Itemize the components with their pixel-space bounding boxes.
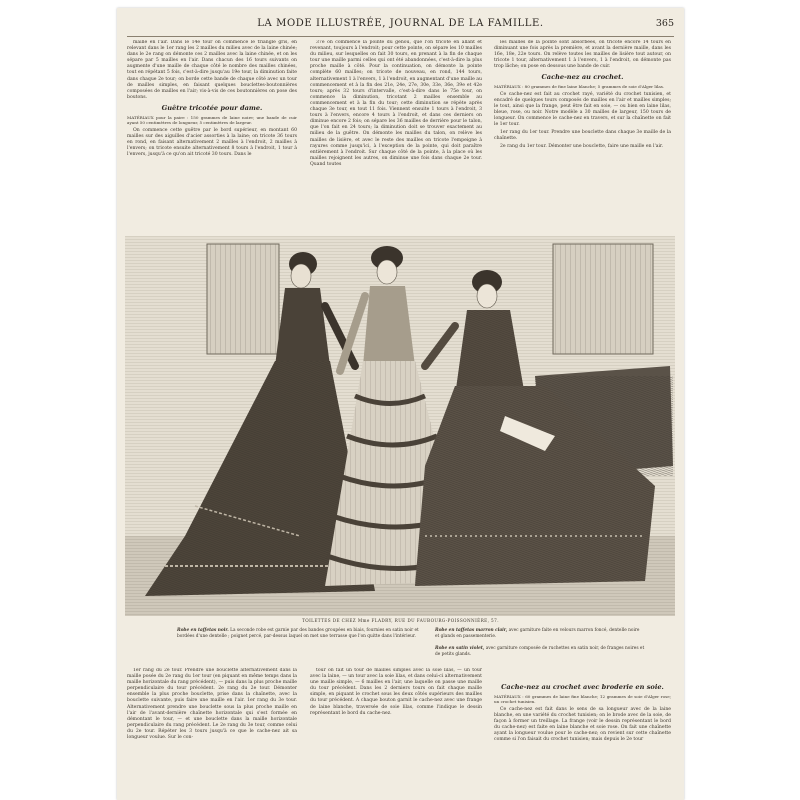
page-number: 365 xyxy=(655,18,674,29)
dress-description-right-1 xyxy=(435,628,645,639)
dress-label: Robe en taffetas noir. xyxy=(177,628,229,633)
section-heading-scarf: Cache-nez au crochet. xyxy=(541,73,624,82)
column-bottom-right xyxy=(494,680,671,796)
dress-text: avec garniture faite en velours marron foncé, dentelle noire et glands en passementerie. xyxy=(435,628,640,639)
dress-label: Robe en taffetas marron clair, xyxy=(435,628,508,633)
column-top-middle xyxy=(310,40,482,232)
column-paragraph: On commence cette guêtre par le bord supérieur, en montant 60 mailles sur des aiguilles d'acier assorties à la laine; on tricote 36 tours en rond, en faisant alternativement 2 mailles à l'endroit, 2 mailles à l'envers; on tricote ensuite alternativement 8 tours à l'endroit, 1 tour à l'envers, jusqu'à ce qu'on ait tricoté 30 tours. Dans le xyxy=(127,127,297,158)
column-paragraph: Ce cache-nez est fait dans le sens de sa longueur avec de la laine blanche, en une variété du crochet tunisien; on le brode avec de la soie, de façon à former un treillage. La frange (voir le dessin représentant le bord du cache-nez) est faite en laine blanche et soie rose. On fait une chaînette ayant la longueur voulue pour le cache-nez; on revient sur cette chaînette comme si l'on faisait du crochet tunisien; mais depuis le 2e tour xyxy=(494,706,671,743)
dress-label: Robe en satin violet, xyxy=(435,646,485,651)
dress-description-left xyxy=(177,628,427,639)
column-bottom-left xyxy=(127,668,297,796)
section-heading-gaiter: Guêtre tricotée pour dame. xyxy=(161,103,263,112)
column-paragraph: 37e on commence la pointe du genou, que l'on tricote en allant et revenant, toujours à l'endroit; pour cette pointe, on sépare les 10 mailles du milieu, sur lesquelles on fait 30 tours, en prenant à la fin de chaque tour une maille parmi celles qui ont été abandonnées, c'est-à-dire la plus proche maille à côté. Pour la continuation, on démonte la pointe complète 60 mailles; on tricote de nouveau, en rond, 144 tours, alternativement 1 à l'envers, 1 à l'endroit, en augmentant d'une maille au commencement et à la fin des 21e, 24e, 27e, 30e, 33e, 36e, 39e et 42e tours; après 32 tours d'intervalle, c'est-à-dire dans le 75e tour, on commence la diminution, tricotant 2 mailles ensemble au commencement et à la fin du tour; cette diminution se répète après chaque 3e tour, en tout 11 fois. Viennent ensuite 1 tours à l'endroit, 3 tours à l'envers, encore 4 tours à l'endroit, et dans ces derniers on diminue encore 2 fois; on sépare les 36 mailles de derrière pour le talon, que l'on fait en 24 tours; la diminution doit se trouver exactement au milieu de la guêtre. On démonte les mailles du talon, on relève les mailles de lisière, et avec le reste des mailles on tricote l'empeigne à rayures comme jusqu'ici, à l'exception de la pointe, qui doit paraître entièrement à l'endroit. Sur chaque côté de la pointe, à la place où les mailles rejoignent les autres, on diminue une fois dans chaque 2e tour. Quand toutes xyxy=(310,40,482,167)
column-paragraph: 1er rang du 1er tour. Prendre une bouclette dans chaque 3e maille de la chaînette. xyxy=(494,129,671,142)
column-paragraph: maille en l'air. Dans le 14e tour on commence le triangle gris, en relevant dans le 1er rang les 2 mailles du milieu avec de la laine chinée; dans le 2e rang on démonte ces 2 mailles avec la laine chinée, et on les sépare par 5 mailles en l'air. Dans chacun des 16 tours suivants on augmente d'une maille de chaque côté le nombre des mailles chinées, tout en répétant 5 fois, c'est-à-dire jusqu'au 19e tour, la diminution faite dans chaque 2e tour; on borde cette bande de chaque côté avec un tour de mailles simples, en faisant quelques bouclettes-boutonnières composées de mailles en l'air; vis-à-vis de ces boutonnières on pose des boutons. xyxy=(127,40,297,100)
dress-text: La seconde robe est garnie par des bandes groupées en biais, fournies en satin noir et bordées d'une dentelle ; poignet percé, par-dessus laquel on met une terrasse que l'on quitte dans l'intérieur. xyxy=(177,628,419,639)
column-paragraph: 2e rang du 1er tour. Démonter une bouclette, faire une maille en l'air. xyxy=(500,143,664,149)
column-paragraph: Ce cache-nez est fait au crochet rayé, variété du crochet tunisien, et encadré de quelques tours composés de mailles en l'air et mailles simples; le tout, ainsi que la frange, peut être fait en soie, — ou bien en laine lilas, bleue, rose, ou noir. Notre modèle a 30 mailles de largeur, 150 tours de longueur. On commence le cache-nez en travers, et sur la chaînette on fait le 1er tour. xyxy=(494,91,671,128)
journal-page xyxy=(117,8,684,800)
column-paragraph: les mailles de la pointe sont absorbées, on tricote encore 14 tours en diminuant une fois après la première, et avant la dernière maille, dans les 16e, 18e, 22e tours. On relève toutes les mailles de lisière tout autour, on tricote 1 tour, alternativement 1 à l'envers, 1 à l'endroit, on démonte pas trop lâche; on pose en dessous une bande de cuir. xyxy=(494,40,671,70)
illustration-caption: TOILETTES DE CHEZ Mme FLADRY, RUE DU FAUBOURG-POISSONNIÈRE, 57. xyxy=(302,618,499,623)
section-heading-embroidered-scarf: Cache-nez au crochet avec broderie en soie. xyxy=(501,683,664,691)
column-paragraph: tour on fait un tour de mailles simples avec la soie lilas, — un tour avec la laine, — un tour avec la soie lilas, et dans celui-ci alternativement une maille simple, — 6 mailles en l'air, une laquelle on passe une maille du tour précédent. Dans les 2 derniers tours on fait chaque maille simple, en piquant le crochet sous les deux côtés supérieurs des mailles du tour précédent. A chaque bouton garnit le cache-nez avec une frange de laine blanche, traversée de soie lilas, comme l'indique le dessin représentant le bord du cache-nez. xyxy=(310,668,482,716)
page-header xyxy=(125,18,676,32)
column-top-left xyxy=(127,40,297,232)
dress-description-right-2 xyxy=(435,646,645,657)
materials-embroidered-scarf: MATÉRIAUX : 60 grammes de laine fine blanche; 12 grammes de soie d'Alger rose; un crochet tunisien. xyxy=(494,694,671,705)
column-paragraph: 1er rang du 2e tour. Prendre une bouclette alternativement dans la maille posée du 2e rang du 1er tour (en piquant en même temps dans la maille horizontale du rang précédent), — puis dans la plus proche maille perpendiculaire du tour précédent. 2e rang du 2e tour. Démonter ensemble la plus proche bouclette, prise dans la chaînette, avec la bouclette suivante, puis faire une maille en l'air. 1er rang du 3e tour. Alternativement prendre une bouclette sous la plus proche maille en l'air de l'avant-dernière chaînette horizontale qui s'est formée en démontant le tour, — et une bouclette dans la maille horizontale perpendiculaire du rang précédent. Le 2e rang du 3e tour, comme celui du 2e tour. Répéter les 3 tours jusqu'à ce que le cache-nez ait sa longueur voulue. Sur le con- xyxy=(127,668,297,741)
journal-title: LA MODE ILLUSTRÉE, JOURNAL DE LA FAMILLE. xyxy=(257,18,544,29)
materials-gaiter: MATÉRIAUX pour la paire : 150 grammes de laine noire; une bande de cuir ayant 50 centimètres de longueur, 5 centimètres de largeur. xyxy=(127,114,297,126)
header-rule xyxy=(127,36,674,37)
fashion-plate-illustration xyxy=(125,236,675,616)
column-top-right xyxy=(494,40,671,232)
materials-scarf: MATÉRIAUX : 80 grammes de fine laine blanche; 5 grammes de soie d'Alger lilas. xyxy=(494,84,665,90)
dress-text: avec garniture composée de ruchettes en satin noir, de franges noires et de petits glands. xyxy=(435,646,645,657)
column-bottom-middle xyxy=(310,668,482,796)
